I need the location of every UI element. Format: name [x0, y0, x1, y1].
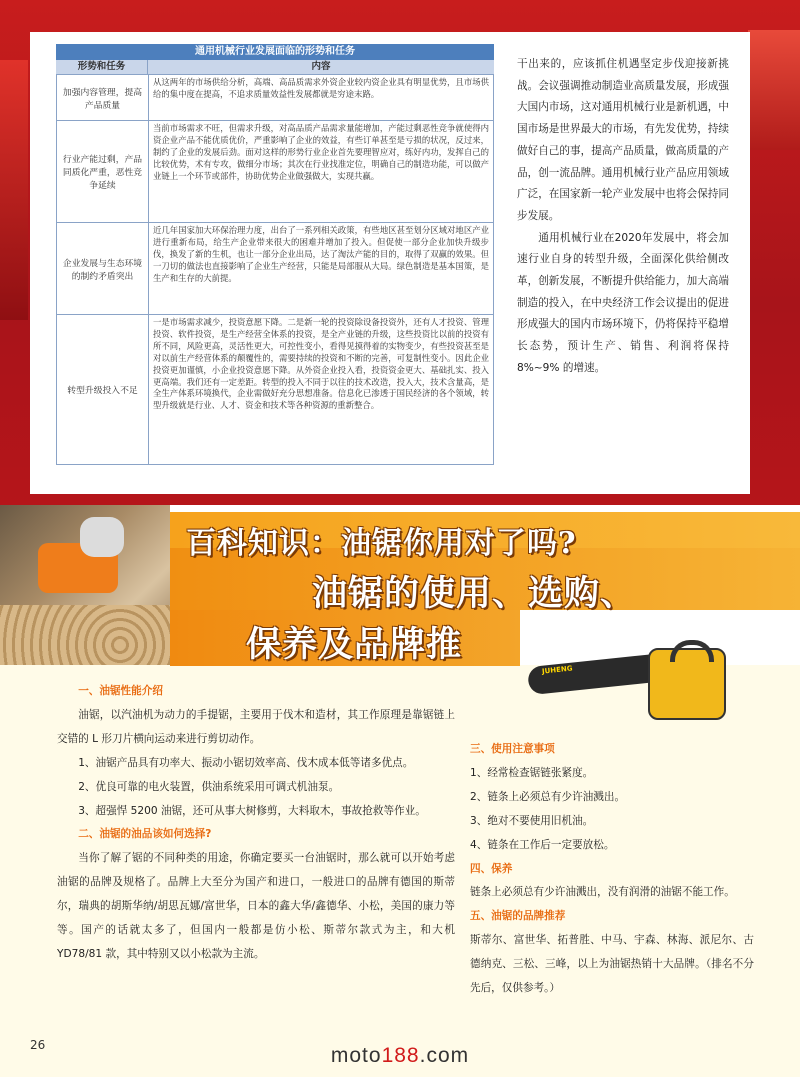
banner-title-2: 油锯的使用、选购、 [312, 573, 637, 614]
wood-logs-image [0, 605, 170, 665]
paragraph: 油锯，以汽油机为动力的手提锯，主要用于伐木和造材，其工作原理是靠锯链上交错的 L 形刀片横向运动来进行剪切动作。 [57, 708, 455, 745]
decorative-stripe [0, 60, 28, 320]
table-cell-content: 一是市场需求减少，投资意愿下降。二是新一轮的投资除设备投资外，还有人才投资、管理投资、软件投资，是生产经营全体系的投资，是全产业链的升级，这些投资比以前的投资有所不同，风险更高，灵活性更大，可控性变小，看得见摸得着的实物变少，有些投资甚至是对以前生产经营体系的颠覆性的，需要持续的投资和不断的完善，可复制性变小。因此企业投资更加谨慎，小企业投资意愿下降。从外资企业投入看，投资资金更大、基础扎实、投入更高端。我们还有一定差距。转型的投入不同于以往的技术改造，投入大，技术含量高，是全生产体系环境换代，企业需做好充分思想准备。信息化已渗透于国民经济的各个领域，转型升级就是行业、人才、资金和技术等各种资源的重新整合。 [153, 317, 489, 411]
paragraph: 通用机械行业在2020年发展中，将会加速行业自身的转型升级，全面深化供给侧改革，创新发展，不断提升供给能力，加大高端制造的投入，在中央经济工作会议提出的促进形成强大的国内市场环境下，仍将保持平稳增长态势，预计生产、销售、利润将保持8%~9% 的增速。 [517, 231, 729, 374]
paragraph: 1、油锯产品具有功率大、振动小锯切效率高、伐木成本低等诸多优点。 [78, 756, 414, 769]
paragraph: 链条上必须总有少许油溅出，没有润滑的油锯不能工作。 [470, 886, 735, 899]
section-heading: 四、保养 [470, 862, 513, 875]
table-cell-task: 企业发展与生态环境的制约矛盾突出 [57, 223, 149, 314]
list-item: 2、链条上必须总有少许油溅出。 [470, 790, 626, 803]
table-cell-task: 加强内容管理，提高产品质量 [57, 75, 149, 120]
handle [670, 640, 714, 662]
right-column-text [470, 738, 754, 1001]
section-heading: 五、油锯的品牌推荐 [470, 910, 566, 923]
table-cell-content: 从这两年的市场供给分析，高端、高品质需求外资企业较内资企业具有明显优势，且市场供给的集中度在提高，不追求质量效益性发展都就是穷途末路。 [153, 77, 489, 99]
list-item: 4、链条在工作后一定要放松。 [470, 838, 615, 851]
table-body [56, 74, 494, 465]
page-number: 26 [30, 1038, 46, 1052]
table-cell-task: 行业产能过剩，产品同质化严重，恶性竞争延续 [57, 121, 149, 222]
bar-brand-label: JUHENG [541, 664, 573, 676]
section-heading: 二、油锯的油品该如何选择? [78, 828, 212, 841]
paragraph: 斯蒂尔、富世华、拓普胜、中马、宇森、林海、派尼尔、古德纳克、三松、三峰，以上为油锯热销十大品牌。（排名不分先后，仅供参考。） [470, 934, 754, 995]
chainsaw-photo [0, 505, 170, 665]
watermark-part: .com [419, 1044, 470, 1067]
list-item: 1、经常检查锯链张紧度。 [470, 766, 594, 779]
banner-title-1: 百科知识：油锯你用对了吗? [186, 526, 577, 561]
section-heading: 三、使用注意事项 [470, 743, 555, 755]
watermark-part: 188 [381, 1044, 420, 1067]
table-row [57, 120, 493, 222]
paragraph: 2、优良可靠的电火装置，供油系统采用可调式机油泵。 [78, 780, 340, 793]
watermark-part: moto [330, 1044, 382, 1067]
table-row [57, 222, 493, 314]
paragraph: 干出来的，应该抓住机遇坚定步伐迎接新挑战。会议强调推动制造业高质量发展，形成强大国内市场，这对通用机械行业是新机遇，中国市场是世界最大的市场，有先发优势，持续做好自己的事，提高产品质量，做高质量的产品，创一流品牌。通用机械行业产品应用领域广泛，在国家新一轮产业发展中也将会保持同步发展。 [517, 58, 729, 222]
paragraph: 3、超强悍 5200 油锯，还可从事大树修剪，大料取木，事故抢救等作业。 [78, 804, 426, 817]
left-column-text [57, 680, 455, 967]
table-cell-content: 近几年国家加大环保治理力度，出台了一系列相关政策，有些地区甚至划分区域对地区产业进行重新布局，给生产企业带来很大的困难并增加了投入。但促使一部分企业加快升级步伐，换发了新的生机，也让一部分企业出局，达了淘汰产能的目的，取得了双赢的效果。但一刀切的做法也直接影响了企业生产经营，只能是局部服从大局。绿色制造是基本国策，是生产和生存的大前提。 [153, 225, 489, 283]
table-title: 通用机械行业发展面临的形势和任务 [56, 44, 494, 60]
table-cell-content: 当前市场需求不旺，但需求升级，对高品质产品需求量能增加，产能过剩恶性竞争就使得内资企业产品不能优质优价，严重影响了企业的效益，有些订单甚至是亏损的状况，反过来，制约了企业的发展后劲。面对这样的形势行业企业首先要理智应对，练好内功，发挥自己的比较优势，术有专攻，做细分市场；其次在行业找准定位，明确自己的制造功能，可以做产业链上一个环节或部件，协助优势企业做强做大，实现共赢。 [153, 123, 489, 181]
table-header [56, 60, 494, 74]
table-row [57, 314, 493, 464]
right-article-text [517, 54, 729, 380]
table-header-content: 内容 [311, 61, 331, 72]
table-row [57, 74, 493, 120]
list-item: 3、绝对不要使用旧机油。 [470, 814, 594, 827]
chainsaw-product-image [520, 640, 730, 732]
banner-title-3: 保养及品牌推 [246, 624, 463, 665]
glove-image [80, 517, 124, 557]
table-cell-task: 转型升级投入不足 [57, 315, 149, 464]
watermark [0, 1044, 800, 1068]
section-heading: 一、油锯性能介绍 [78, 685, 163, 697]
table-header-task: 形势和任务 [56, 60, 148, 74]
decorative-stripe [748, 30, 800, 150]
paragraph: 当你了解了锯的不同种类的用途，你确定要买一台油锯时，那么就可以开始考虑油锯的品牌及规格了。品牌上大至分为国产和进口，一般进口的品牌有德国的斯蒂尔，瑞典的胡斯华纳/胡思瓦娜/富世华，日本的鑫大华/鑫德华、小松，美国的康力等等。国产的话就太多了，但国内一般都是仿小松、斯蒂尔款式为主，和大机 YD78/81 款，其中特别又以小松款为主流。 [57, 852, 455, 960]
